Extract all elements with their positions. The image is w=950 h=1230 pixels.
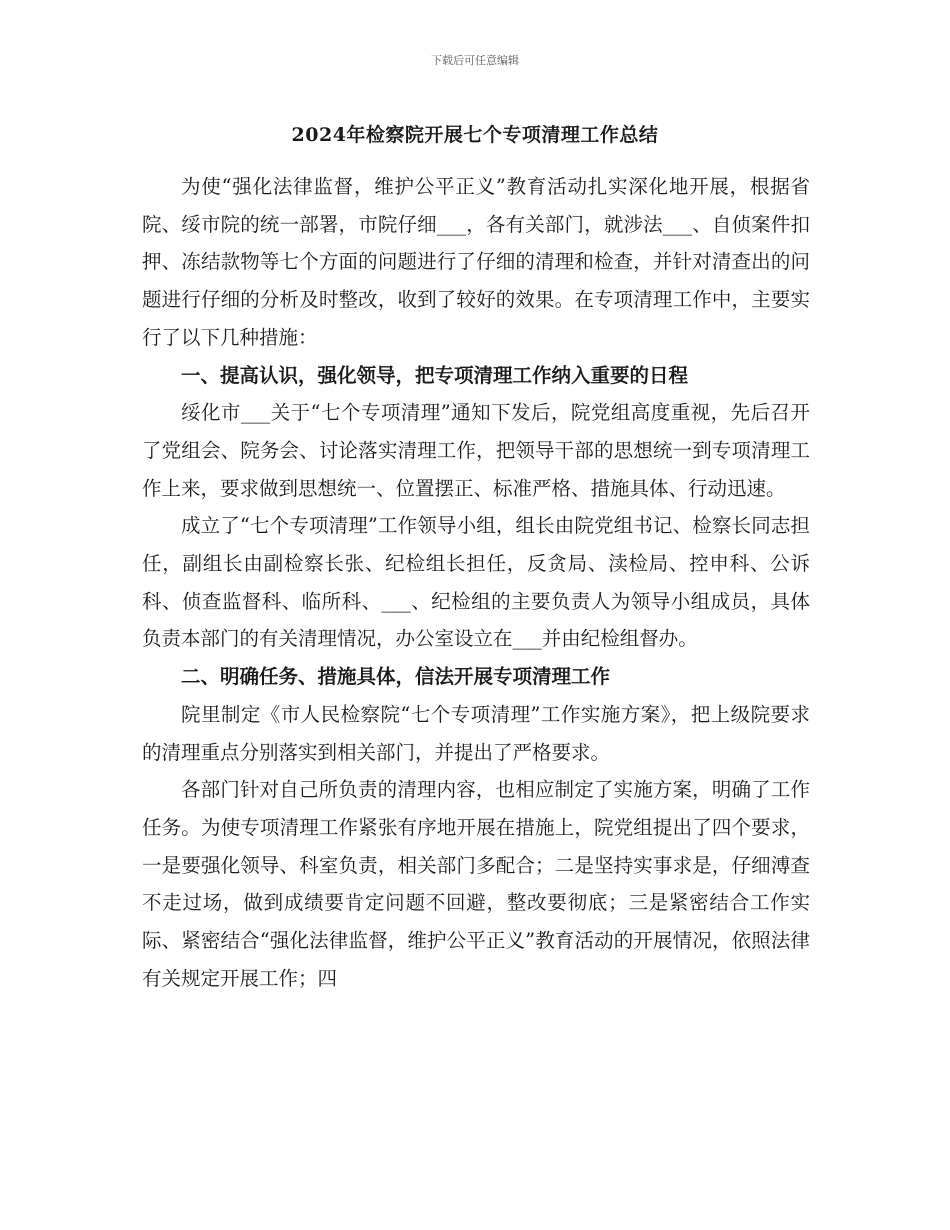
document-title: 2024年检察院开展七个专项清理工作总结 xyxy=(291,124,659,146)
section-heading: 一、提高认识，强化领导，把专项清理工作纳入重要的日程 xyxy=(181,363,689,387)
section-heading: 二、明确任务、措施具体，信法开展专项清理工作 xyxy=(181,665,611,689)
document-body xyxy=(142,168,810,997)
paragraph: 为使“强化法律监督，维护公平正义”教育活动扎实深化地开展，根据省院、绥市院的统一部署，市院仔细___，各有关部门，就涉法___、自侦案件扣押、冻结款物等七个方面的问题进行了仔细的清理和检查，并针对清查出的问题进行仔细的分析及时整改，收到了较好的效果。在专项清理工作中，主要实行了以下几种措施： xyxy=(142,175,810,349)
paragraph: 院里制定《市人民检察院“七个专项清理”工作实施方案》，把上级院要求的清理重点分别落实到相关部门，并提出了严格要求。 xyxy=(142,702,810,764)
paragraph: 各部门针对自己所负责的清理内容，也相应制定了实施方案，明确了工作任务。为使专项清理工作紧张有序地开展在措施上，院党组提出了四个要求，一是要强化领导、科室负责，相关部门多配合；二是坚持实事求是，仔细溥查不走过场，做到成绩要肯定问题不回避，整改要彻底；三是紧密结合工作实际、紧密结合“强化法律监督，维护公平正义”教育活动的开展情况，依照法律有关规定开展工作；四 xyxy=(142,778,810,990)
paragraph: 绥化市___关于“七个专项清理”通知下发后，院党组高度重视，先后召开了党组会、院务会、讨论落实清理工作，把领导干部的思想统一到专项清理工作上来，要求做到思想统一、位置摆正、标准严格、措施具体、行动迅速。 xyxy=(142,401,810,500)
paragraph: 成立了“七个专项清理”工作领导小组，组长由院党组书记、检察长同志担任，副组长由副检察长张、纪检组长担任，反贪局、渎检局、控申科、公诉科、侦查监督科、临所科、___、纪检组的主要负责人为领导小组成员，具体负责本部门的有关清理情况，办公室设立在___并由纪检组督办。 xyxy=(142,514,810,651)
header-note: 下载后可任意编辑 xyxy=(431,54,519,67)
